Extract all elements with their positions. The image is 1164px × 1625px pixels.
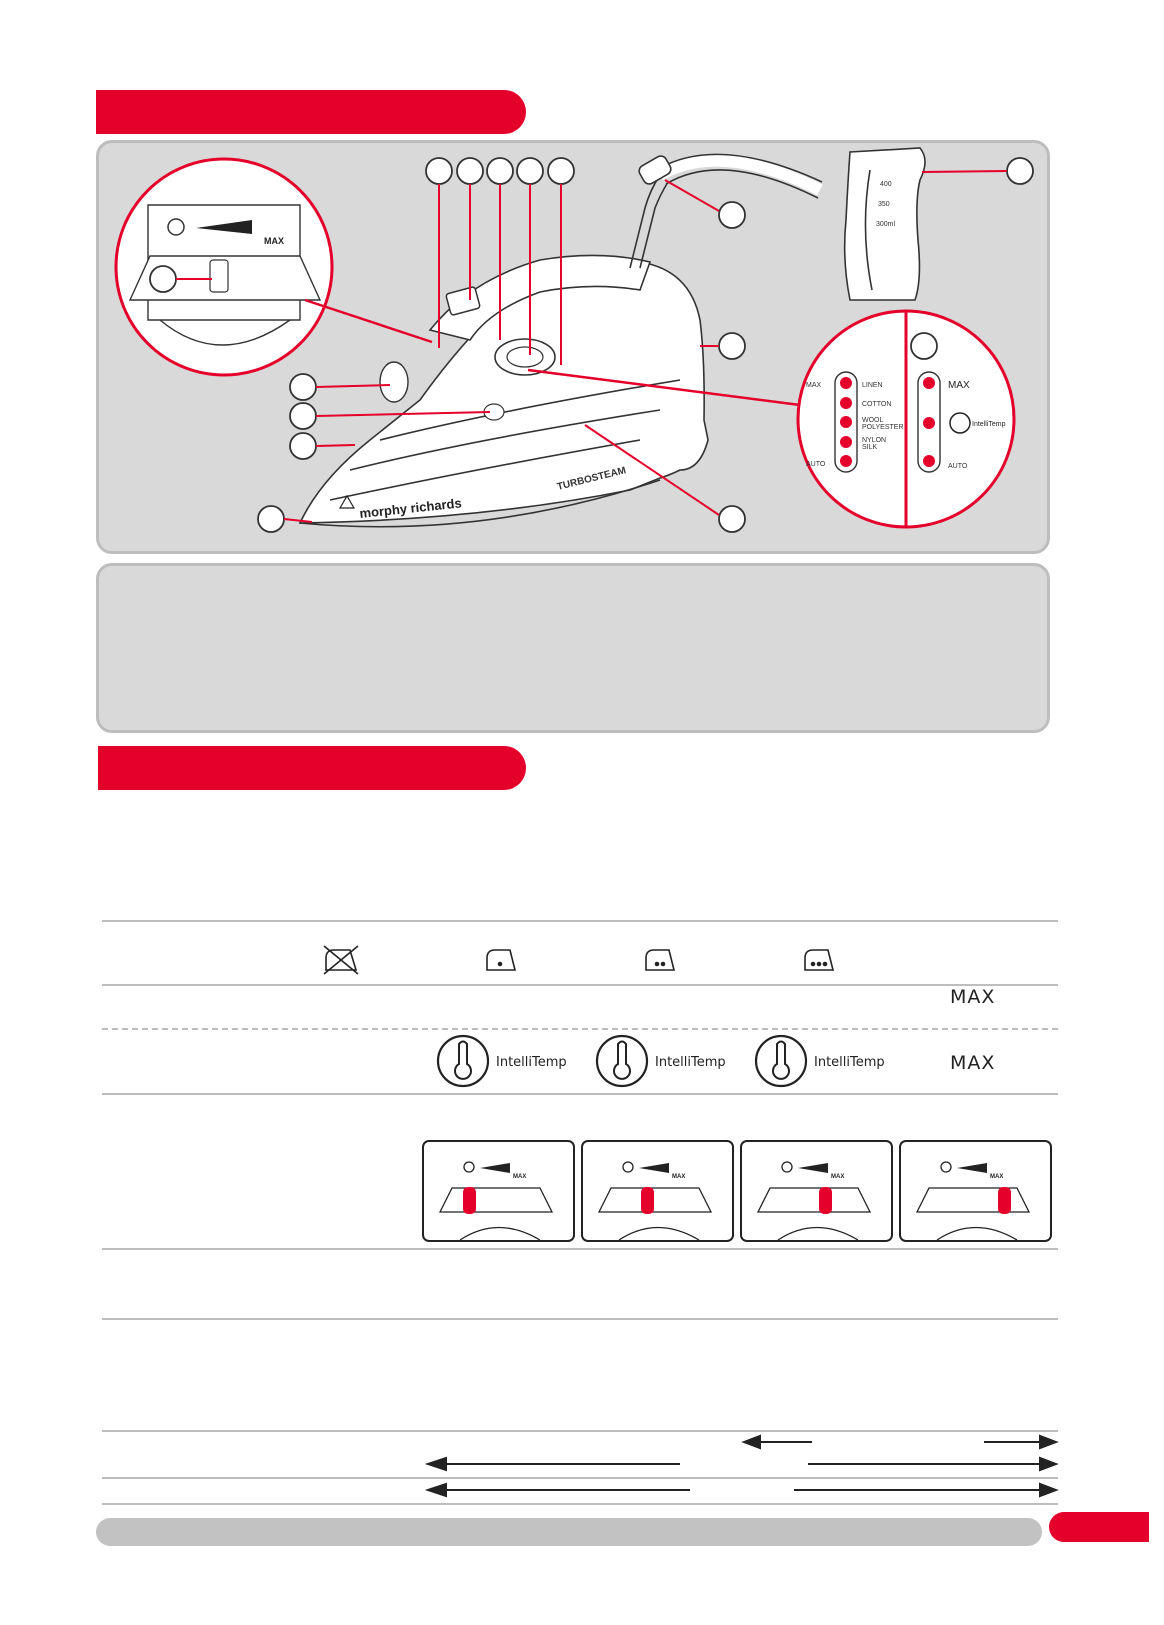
page-number-tab bbox=[1049, 1512, 1149, 1542]
table-rule-1 bbox=[102, 920, 1058, 922]
svg-text:AUTO: AUTO bbox=[948, 463, 968, 470]
intellitemp-icon-1 bbox=[438, 1036, 567, 1086]
table-rule-4 bbox=[102, 1093, 1058, 1095]
svg-text:NYLON: NYLON bbox=[862, 437, 887, 444]
steam-slider-row bbox=[0, 1140, 1164, 1244]
svg-text:350: 350 bbox=[878, 201, 890, 208]
svg-text:IntelliTemp: IntelliTemp bbox=[814, 1055, 885, 1070]
svg-text:300ml: 300ml bbox=[876, 221, 896, 228]
svg-text:LINEN: LINEN bbox=[862, 382, 883, 389]
svg-text:MAX: MAX bbox=[990, 1174, 1004, 1180]
iron-three-dots-icon bbox=[805, 950, 833, 970]
svg-text:SILK: SILK bbox=[862, 444, 878, 451]
iron-one-dot-icon bbox=[487, 950, 515, 970]
svg-text:COTTON: COTTON bbox=[862, 401, 892, 408]
steam-slider-1 bbox=[423, 1141, 574, 1241]
table-rule-6 bbox=[102, 1318, 1058, 1320]
svg-text:MAX: MAX bbox=[806, 382, 822, 389]
svg-text:400: 400 bbox=[880, 181, 892, 188]
svg-text:MAX: MAX bbox=[513, 1174, 527, 1180]
svg-text:IntelliTemp: IntelliTemp bbox=[655, 1055, 726, 1070]
table-rule-5 bbox=[102, 1248, 1058, 1250]
svg-text:MAX: MAX bbox=[831, 1174, 845, 1180]
svg-text:AUTO: AUTO bbox=[806, 461, 826, 468]
svg-text:MAX: MAX bbox=[672, 1174, 686, 1180]
iron-two-dots-icon bbox=[646, 950, 674, 970]
svg-text:MAX: MAX bbox=[948, 380, 970, 391]
svg-text:WOOL: WOOL bbox=[862, 417, 884, 424]
intellitemp-icon-3 bbox=[756, 1036, 885, 1086]
table-rule-2 bbox=[102, 984, 1058, 986]
brand-label: morphy richards bbox=[358, 495, 463, 521]
max-label-row1: MAX bbox=[950, 986, 996, 1008]
iron-diagram bbox=[0, 0, 1164, 600]
steam-slider-4 bbox=[900, 1141, 1051, 1241]
intellitemp-icon-2 bbox=[597, 1036, 726, 1086]
range-arrows bbox=[0, 1430, 1164, 1500]
model-label: TURBOSTEAM bbox=[556, 465, 628, 493]
steam-slider-3 bbox=[741, 1141, 892, 1241]
svg-text:MAX: MAX bbox=[264, 236, 284, 246]
svg-text:IntelliTemp: IntelliTemp bbox=[972, 421, 1006, 428]
dial-legend-zoom bbox=[798, 311, 1014, 527]
svg-text:IntelliTemp: IntelliTemp bbox=[496, 1055, 567, 1070]
steam-control-zoom bbox=[116, 159, 332, 375]
section-header-bar-2 bbox=[98, 746, 526, 790]
intellitemp-row bbox=[0, 1030, 1164, 1092]
footer-bar bbox=[96, 1518, 1042, 1546]
svg-text:POLYESTER: POLYESTER bbox=[862, 424, 904, 431]
max-label-row2: MAX bbox=[950, 1052, 996, 1074]
do-not-iron-icon bbox=[324, 946, 358, 974]
table-rule-9 bbox=[102, 1503, 1058, 1505]
notes-panel bbox=[96, 563, 1050, 733]
steam-slider-2 bbox=[582, 1141, 733, 1241]
care-icons-row bbox=[0, 940, 1164, 980]
